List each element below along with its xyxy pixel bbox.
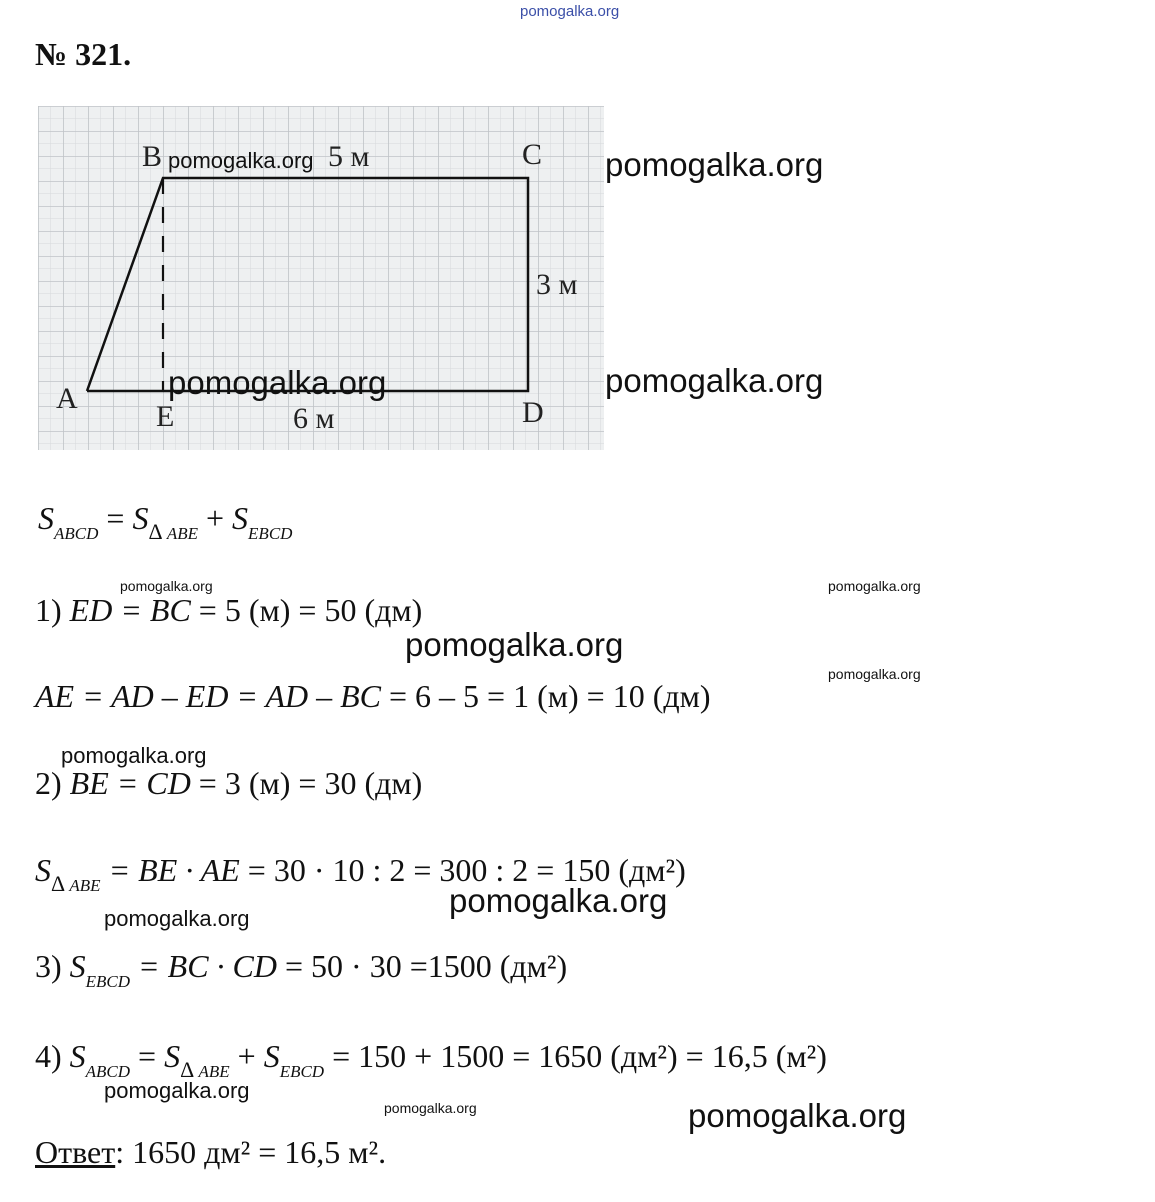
watermark[interactable]: pomogalka.org — [120, 578, 213, 594]
vertex-e-label: E — [156, 400, 175, 433]
watermark[interactable]: pomogalka.org — [688, 1097, 907, 1134]
vertex-b-label: B — [142, 140, 163, 173]
vertex-d-label: D — [522, 396, 544, 429]
side-cd-label: 3 м — [536, 268, 578, 301]
step-1: 1) ED = BC = 5 (м) = 50 (дм) — [35, 592, 423, 628]
watermark[interactable]: pomogalka.org — [605, 146, 824, 183]
side-ad-label: 6 м — [293, 402, 335, 435]
watermark[interactable]: pomogalka.org — [828, 578, 921, 594]
step-3: 3) $S_{EBCD}$ = BC · CD = 50 · 30 =1500 (дм²) — [35, 948, 568, 991]
step-1-ae: AE = AD – ED = AD – BC = 6 – 5 = 1 (м) = 10 (дм) — [35, 678, 711, 714]
area-formula: $S_{ABCD} = S_{\Delta ABE} + S_{EBCD}$ — [38, 500, 293, 544]
figure-watermark-small: pomogalka.org — [168, 148, 314, 173]
vertex-c-label: C — [522, 138, 543, 171]
step-4: 4) $S_{ABCD} = S_{\Delta ABE} + S_{EBCD} = 150 + 1500 = 1650$ (дм²) = 16,5 (м²) — [35, 1038, 827, 1082]
watermark[interactable]: pomogalka.org — [384, 1100, 477, 1116]
trapezoid-figure — [38, 106, 604, 450]
step-2-triangle-area: $S_{\Delta ABE}$ = BE · AE = 30 · 10 : 2 = 300 : 2 = 150 (дм²) — [35, 852, 686, 896]
figure-watermark-large: pomogalka.org — [168, 364, 387, 401]
watermark[interactable]: pomogalka.org — [449, 882, 668, 919]
watermark[interactable]: pomogalka.org — [828, 666, 921, 682]
vertex-a-label: A — [56, 382, 78, 415]
answer-label: Ответ — [35, 1134, 116, 1170]
watermark[interactable]: pomogalka.org — [61, 743, 207, 768]
site-header-watermark[interactable]: pomogalka.org — [520, 3, 620, 20]
watermark[interactable]: pomogalka.org — [104, 1078, 250, 1103]
step-2: 2) BE = CD = 3 (м) = 30 (дм) — [35, 765, 423, 801]
side-bc-label: 5 м — [328, 140, 370, 173]
answer: Ответ: 1650 дм² = 16,5 м². — [35, 1134, 387, 1170]
watermark[interactable]: pomogalka.org — [104, 906, 250, 931]
watermark[interactable]: pomogalka.org — [405, 626, 624, 663]
watermark[interactable]: pomogalka.org — [605, 362, 824, 399]
problem-number: № 321. — [35, 36, 132, 72]
